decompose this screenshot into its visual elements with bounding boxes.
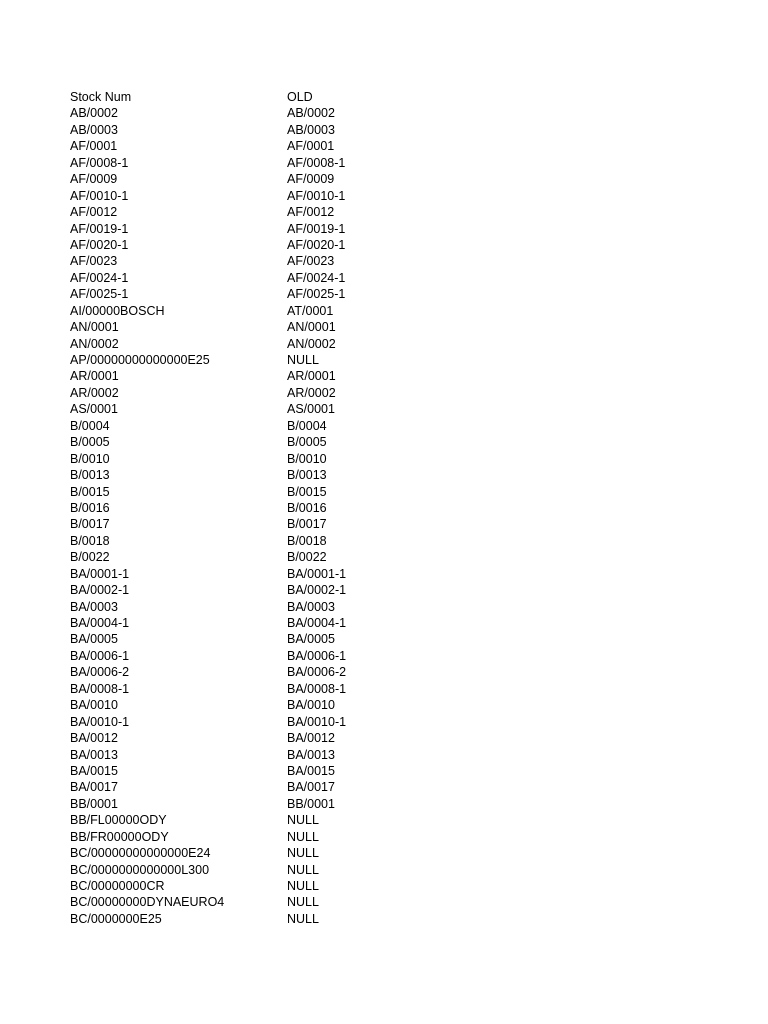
stock-num-cell: B/0022 — [70, 550, 110, 565]
table-row — [70, 582, 407, 598]
stock-num-cell: BA/0004-1 — [70, 616, 130, 630]
old-value-cell: NULL — [287, 895, 319, 910]
stock-table — [70, 89, 407, 927]
old-value-cell: BA/0005 — [287, 632, 335, 647]
table-row — [70, 368, 407, 384]
old-value-cell: AF/0020-1 — [287, 237, 346, 252]
old-value-cell: NULL — [287, 846, 319, 861]
table-row — [70, 878, 407, 894]
stock-num-cell: AS/0001 — [70, 402, 118, 417]
table-row — [70, 599, 407, 615]
table-row — [70, 796, 407, 812]
stock-num-cell: BA/0010-1 — [70, 714, 130, 729]
table-row — [70, 812, 407, 828]
table-row — [70, 270, 407, 286]
stock-num-cell: BC/00000000000000E24 — [70, 846, 211, 861]
stock-num-cell: AF/0012 — [70, 205, 118, 220]
table-row — [70, 714, 407, 730]
table-row — [70, 286, 407, 302]
old-value-cell: AR/0002 — [287, 385, 336, 400]
stock-num-cell: BB/0001 — [70, 796, 118, 811]
old-value-cell: AS/0001 — [287, 402, 335, 417]
old-value-cell: B/0004 — [287, 418, 327, 433]
table-row — [70, 155, 407, 171]
table-row — [70, 648, 407, 664]
old-value-cell: NULL — [287, 813, 319, 828]
old-value-cell: AB/0003 — [287, 122, 335, 137]
old-value-cell: AR/0001 — [287, 369, 336, 384]
stock-num-cell: B/0016 — [70, 500, 110, 515]
old-value-cell: AN/0002 — [287, 336, 336, 351]
old-value-cell: AF/0019-1 — [287, 221, 346, 236]
old-value-cell: NULL — [287, 911, 319, 926]
stock-num-cell: AB/0002 — [70, 106, 118, 121]
column-header-old: OLD — [287, 90, 313, 104]
stock-num-cell: AB/0003 — [70, 122, 118, 137]
table-row — [70, 204, 407, 220]
old-value-cell: NULL — [287, 862, 319, 877]
table-row — [70, 418, 407, 434]
table-row — [70, 500, 407, 516]
stock-num-cell: AF/0008-1 — [70, 155, 129, 170]
table-row — [70, 171, 407, 187]
stock-num-cell: AF/0025-1 — [70, 287, 129, 302]
old-value-cell: AF/0008-1 — [287, 155, 346, 170]
stock-num-cell: B/0005 — [70, 435, 110, 450]
old-value-cell: AF/0009 — [287, 172, 335, 187]
old-value-cell: BA/0012 — [287, 731, 335, 746]
stock-num-cell: AR/0002 — [70, 385, 119, 400]
old-value-cell: NULL — [287, 879, 319, 893]
old-value-cell: AF/0012 — [287, 205, 335, 220]
table-row — [70, 319, 407, 335]
table-row — [70, 730, 407, 746]
stock-num-cell: BC/0000000000000L300 — [70, 862, 210, 877]
old-value-cell: BA/0006-2 — [287, 665, 347, 680]
table-row — [70, 138, 407, 154]
old-value-cell: B/0015 — [287, 484, 327, 499]
stock-num-cell: BA/0003 — [70, 599, 118, 614]
table-row — [70, 352, 407, 368]
stock-num-cell: BA/0012 — [70, 731, 118, 746]
table-row — [70, 779, 407, 795]
stock-num-cell: B/0010 — [70, 451, 110, 466]
table-row — [70, 862, 407, 878]
old-value-cell: BA/0001-1 — [287, 566, 347, 581]
table-row — [70, 516, 407, 532]
table-row — [70, 763, 407, 779]
old-value-cell: AF/0001 — [287, 139, 335, 154]
stock-num-cell: B/0018 — [70, 533, 110, 548]
old-value-cell: AF/0010-1 — [287, 188, 346, 203]
stock-num-cell: BA/0002-1 — [70, 583, 130, 598]
table-row — [70, 697, 407, 713]
stock-num-cell: BC/00000000DYNAEURO4 — [70, 895, 225, 910]
old-value-cell: AF/0025-1 — [287, 287, 346, 302]
stock-num-cell: BB/FR00000ODY — [70, 829, 169, 844]
stock-num-cell: AN/0002 — [70, 336, 119, 351]
table-body — [70, 105, 407, 927]
table-row — [70, 253, 407, 269]
stock-num-cell: AI/00000BOSCH — [70, 303, 165, 318]
old-value-cell: B/0013 — [287, 468, 327, 483]
table-row — [70, 549, 407, 565]
header-row — [70, 89, 407, 105]
old-value-cell: B/0018 — [287, 533, 327, 548]
stock-num-cell: AN/0001 — [70, 320, 119, 335]
table-row — [70, 894, 407, 910]
stock-num-cell: BA/0015 — [70, 763, 118, 778]
stock-num-cell: BA/0010 — [70, 698, 118, 713]
table-row — [70, 845, 407, 861]
table-row — [70, 401, 407, 417]
old-value-cell: BA/0002-1 — [287, 583, 347, 598]
table-row — [70, 122, 407, 138]
stock-num-cell: AF/0024-1 — [70, 270, 129, 285]
stock-num-cell: BB/FL00000ODY — [70, 813, 167, 828]
old-value-cell: BA/0013 — [287, 747, 335, 762]
old-value-cell: AF/0023 — [287, 254, 335, 269]
old-value-cell: AN/0001 — [287, 320, 336, 335]
stock-num-cell: BA/0008-1 — [70, 681, 130, 696]
stock-num-cell: B/0004 — [70, 418, 110, 433]
table-row — [70, 566, 407, 582]
stock-num-cell: B/0015 — [70, 484, 110, 499]
table-row — [70, 911, 407, 927]
stock-num-cell: BA/0005 — [70, 632, 118, 647]
table-row — [70, 681, 407, 697]
stock-num-cell: AF/0019-1 — [70, 221, 129, 236]
table-row — [70, 484, 407, 500]
stock-num-cell: B/0013 — [70, 468, 110, 483]
old-value-cell: BA/0010 — [287, 698, 335, 713]
old-value-cell: BA/0006-1 — [287, 648, 347, 663]
old-value-cell: B/0016 — [287, 500, 327, 515]
table-row — [70, 664, 407, 680]
old-value-cell: BA/0015 — [287, 763, 335, 778]
stock-num-cell: AR/0001 — [70, 369, 119, 384]
stock-num-cell: BA/0017 — [70, 780, 118, 795]
old-value-cell: AT/0001 — [287, 303, 334, 318]
stock-num-cell: AF/0023 — [70, 254, 118, 269]
stock-num-cell: BA/0013 — [70, 747, 118, 762]
stock-num-cell: BA/0006-1 — [70, 648, 130, 663]
table-row — [70, 221, 407, 237]
old-value-cell: B/0005 — [287, 435, 327, 450]
old-value-cell: NULL — [287, 353, 319, 367]
old-value-cell: BA/0003 — [287, 599, 335, 614]
table-row — [70, 631, 407, 647]
stock-num-cell: BA/0001-1 — [70, 566, 130, 581]
old-value-cell: BA/0008-1 — [287, 681, 347, 696]
old-value-cell: NULL — [287, 829, 319, 844]
table-row — [70, 451, 407, 467]
table-row — [70, 467, 407, 483]
stock-num-cell: AF/0010-1 — [70, 188, 129, 203]
table-row — [70, 615, 407, 631]
table-row — [70, 829, 407, 845]
stock-num-cell: AF/0001 — [70, 139, 118, 154]
stock-num-cell: AP/00000000000000E25 — [70, 353, 210, 367]
table-row — [70, 385, 407, 401]
old-value-cell: BA/0017 — [287, 780, 335, 795]
stock-num-cell: AF/0020-1 — [70, 237, 129, 252]
table-row — [70, 434, 407, 450]
table-row — [70, 188, 407, 204]
table-row — [70, 747, 407, 763]
old-value-cell: B/0022 — [287, 550, 327, 565]
old-value-cell: BA/0010-1 — [287, 714, 347, 729]
old-value-cell: B/0010 — [287, 451, 327, 466]
old-value-cell: AB/0002 — [287, 106, 335, 121]
stock-num-cell: AF/0009 — [70, 172, 118, 187]
stock-num-cell: BC/0000000E25 — [70, 911, 162, 926]
stock-num-cell: B/0017 — [70, 517, 110, 532]
table-row — [70, 533, 407, 549]
old-value-cell: B/0017 — [287, 517, 327, 532]
table-row — [70, 105, 407, 121]
old-value-cell: BA/0004-1 — [287, 616, 347, 630]
old-value-cell: AF/0024-1 — [287, 270, 346, 285]
stock-num-cell: BC/00000000CR — [70, 879, 165, 893]
column-header-stock-num: Stock Num — [70, 90, 132, 104]
table-row — [70, 237, 407, 253]
table-row — [70, 303, 407, 319]
old-value-cell: BB/0001 — [287, 796, 335, 811]
stock-num-cell: BA/0006-2 — [70, 665, 130, 680]
table-row — [70, 336, 407, 352]
